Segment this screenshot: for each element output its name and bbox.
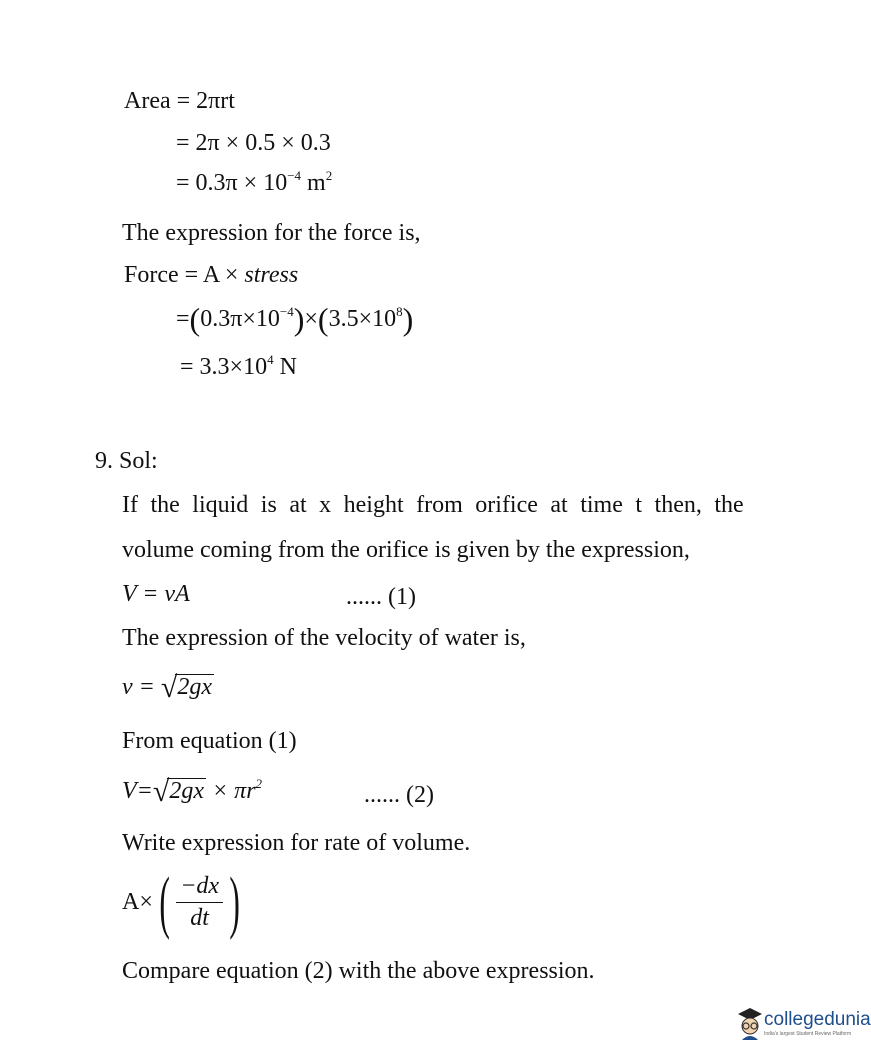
paren-open-2: ( [317,301,329,337]
paren-close-1: ) [293,301,305,337]
factor-stress-exp: 8 [396,304,403,319]
rate-denominator: dt [190,905,209,931]
equation-1: V = vA [122,581,190,607]
sqrt-sign: √2gx [160,671,212,704]
factor-area: 0.3π×10 [200,306,280,332]
area-exponent: −4 [287,168,302,183]
factor-stress: 3.5×10 [328,306,397,332]
eq2-area-term: × πr [205,778,256,804]
sqrt-sign-2: √2gx [152,775,204,808]
area-line-2: = 2π × 0.5 × 0.3 [176,130,331,156]
times-sign: × [304,306,318,332]
rate-paren-close: ) [229,863,240,941]
logo-tagline: India's largest Student Review Platform [764,1031,852,1037]
velocity-radicand: 2gx [177,674,212,700]
force-label: Force = A × [124,262,245,288]
force-unit: N [273,354,297,380]
eq2-radicand: 2gx [169,778,204,804]
sol9-para-line-2: volume coming from the orifice is given by the expression, [122,537,690,563]
sol9-para-line-1: If the liquid is at x height from orifice at time t then, the [122,492,744,518]
force-value: = 3.3×10 [180,354,268,380]
area-line-3 [176,168,332,198]
force-intro: The expression for the force is, [122,220,421,246]
stress-var: stress [244,262,299,288]
force-line-3 [180,352,297,382]
factor-area-exp: −4 [279,304,294,319]
rate-numerator: −dx [176,872,223,903]
area-unit-exponent: 2 [325,168,333,183]
paren-open-1: ( [189,301,201,337]
force-eq-sign: = [176,306,190,332]
equation-2 [122,776,262,807]
area-unit: m [301,170,326,196]
equation-1-tag: ...... (1) [346,584,416,610]
area-line-1 [124,86,235,116]
paren-close-2: ) [402,301,414,337]
from-equation-1: From equation (1) [122,728,297,754]
velocity-equation [122,672,214,703]
sol9-heading: 9. Sol: [95,448,158,474]
force-line-2 [176,301,414,337]
velocity-intro: The expression of the velocity of water is, [122,625,526,651]
area-label: Area [124,88,171,114]
rate-prefix: A× [122,889,153,915]
equation-2-tag: ...... (2) [364,782,434,808]
velocity-lhs: v = [122,674,161,700]
rate-fraction [176,872,223,933]
area-value: = 0.3π × 10 [176,170,288,196]
logo-brand: collegedunia [764,1009,871,1030]
area-formula: = 2πrt [170,88,235,114]
collegedunia-logo [736,1006,871,1042]
rate-expression [122,863,246,941]
rate-intro: Write expression for rate of volume. [122,830,471,856]
compare-line: Compare equation (2) with the above expression. [122,958,595,984]
eq2-exponent: 2 [255,776,263,791]
eq2-lhs: V= [122,778,153,804]
student-mascot-icon [736,1006,764,1042]
rate-paren-open: ( [159,863,170,941]
force-exponent: 4 [267,352,274,367]
force-line-1 [124,260,298,290]
